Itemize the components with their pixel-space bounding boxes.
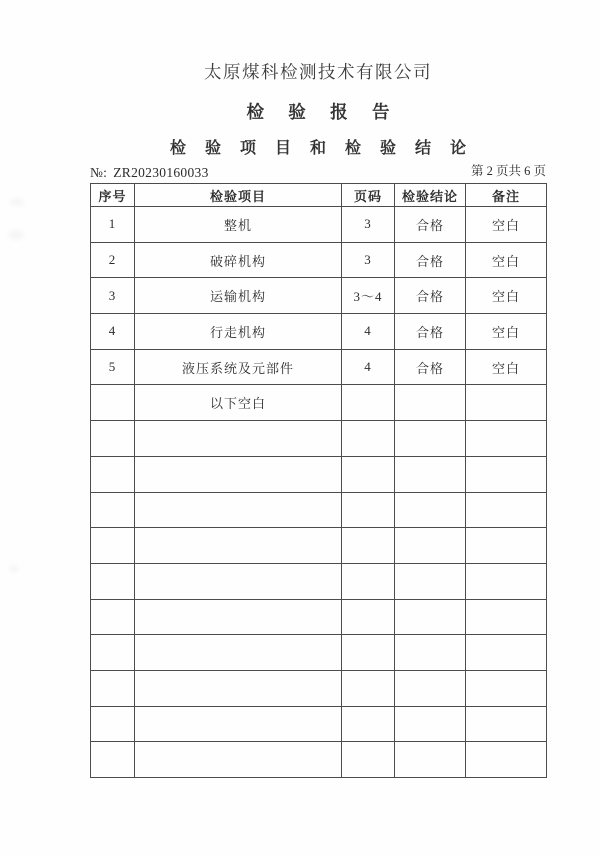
document-number-value: ZR20230160033	[113, 165, 209, 180]
table-cell	[342, 670, 395, 706]
table-header-row	[91, 184, 547, 207]
table-cell	[135, 670, 342, 706]
table-cell	[135, 528, 342, 564]
table-cell: 空白	[466, 278, 547, 314]
table-cell	[466, 456, 547, 492]
table-cell	[91, 706, 135, 742]
table-cell	[466, 670, 547, 706]
company-name: 太原煤科检测技术有限公司	[204, 62, 432, 82]
table-cell	[135, 706, 342, 742]
table-cell	[395, 385, 466, 421]
table-row	[91, 456, 547, 492]
table-cell	[91, 456, 135, 492]
table-cell	[466, 385, 547, 421]
table-cell	[395, 492, 466, 528]
scan-smudge	[8, 230, 24, 240]
table-cell	[466, 742, 547, 778]
table-cell: 空白	[466, 349, 547, 385]
table-row	[91, 242, 547, 278]
table-cell	[466, 706, 547, 742]
table-cell: 4	[342, 349, 395, 385]
table-header	[91, 184, 547, 207]
report-title: 检 验 报 告	[246, 102, 400, 122]
table-cell	[342, 742, 395, 778]
table-cell: 3～4	[342, 278, 395, 314]
scan-smudge	[9, 565, 19, 572]
table-cell	[395, 528, 466, 564]
column-header-conclusion: 检验结论	[395, 184, 466, 207]
table-cell	[395, 563, 466, 599]
column-header-index: 序号	[91, 184, 135, 207]
table-cell	[466, 492, 547, 528]
table-cell	[135, 421, 342, 457]
page-content	[90, 0, 546, 778]
document-number-label: №:	[90, 165, 108, 180]
table-cell	[395, 421, 466, 457]
table-row	[91, 528, 547, 564]
report-table	[90, 183, 547, 778]
table-row	[91, 670, 547, 706]
table-cell: 4	[91, 314, 135, 350]
meta-row	[90, 161, 546, 181]
table-cell	[466, 563, 547, 599]
table-cell	[466, 635, 547, 671]
table-row	[91, 599, 547, 635]
table-cell: 3	[342, 242, 395, 278]
page-indicator: 第 2 页共 6 页	[470, 164, 546, 178]
table-cell: 空白	[466, 207, 547, 243]
table-cell	[91, 385, 135, 421]
table-cell	[342, 421, 395, 457]
table-row	[91, 742, 547, 778]
table-row	[91, 706, 547, 742]
table-row	[91, 635, 547, 671]
table-cell: 空白	[466, 242, 547, 278]
table-cell	[91, 670, 135, 706]
table-cell: 液压系统及元部件	[135, 349, 342, 385]
document-number	[90, 165, 209, 181]
table-cell	[466, 528, 547, 564]
table-cell	[91, 599, 135, 635]
table-cell: 合格	[395, 349, 466, 385]
table-cell	[395, 742, 466, 778]
table-cell	[135, 742, 342, 778]
table-cell: 1	[91, 207, 135, 243]
table-cell: 5	[91, 349, 135, 385]
table-cell	[91, 492, 135, 528]
scan-smudge	[10, 198, 24, 206]
table-cell: 行走机构	[135, 314, 342, 350]
column-header-item: 检验项目	[135, 184, 342, 207]
table-row	[91, 421, 547, 457]
table-row	[91, 314, 547, 350]
table-cell: 整机	[135, 207, 342, 243]
table-cell: 2	[91, 242, 135, 278]
table-cell	[91, 528, 135, 564]
table-row	[91, 207, 547, 243]
table-cell	[342, 599, 395, 635]
table-cell	[395, 635, 466, 671]
table-cell	[91, 742, 135, 778]
table-cell	[342, 456, 395, 492]
table-cell: 3	[91, 278, 135, 314]
table-row	[91, 349, 547, 385]
column-header-remark: 备注	[466, 184, 547, 207]
table-cell	[395, 706, 466, 742]
table-cell	[91, 635, 135, 671]
table-body	[91, 207, 547, 778]
table-cell	[342, 385, 395, 421]
table-row	[91, 278, 547, 314]
table-cell	[466, 599, 547, 635]
table-cell: 破碎机构	[135, 242, 342, 278]
table-cell	[342, 492, 395, 528]
table-row	[91, 563, 547, 599]
table-cell	[135, 635, 342, 671]
table-cell	[395, 599, 466, 635]
table-cell	[91, 563, 135, 599]
table-cell	[135, 563, 342, 599]
table-cell	[395, 670, 466, 706]
table-row	[91, 385, 547, 421]
table-cell	[342, 528, 395, 564]
table-cell: 合格	[395, 207, 466, 243]
table-cell	[91, 421, 135, 457]
table-cell	[342, 706, 395, 742]
table-cell	[466, 421, 547, 457]
section-title: 检 验 项 目 和 检 验 结 论	[169, 140, 474, 157]
table-cell: 合格	[395, 278, 466, 314]
table-cell: 合格	[395, 314, 466, 350]
table-cell: 以下空白	[135, 385, 342, 421]
table-cell: 运输机构	[135, 278, 342, 314]
table-cell	[395, 456, 466, 492]
table-cell	[135, 456, 342, 492]
column-header-page: 页码	[342, 184, 395, 207]
table-cell	[342, 563, 395, 599]
table-cell: 4	[342, 314, 395, 350]
table-cell: 3	[342, 207, 395, 243]
table-cell	[342, 635, 395, 671]
table-cell: 合格	[395, 242, 466, 278]
table-row	[91, 492, 547, 528]
table-cell	[135, 492, 342, 528]
table-cell: 空白	[466, 314, 547, 350]
table-cell	[135, 599, 342, 635]
